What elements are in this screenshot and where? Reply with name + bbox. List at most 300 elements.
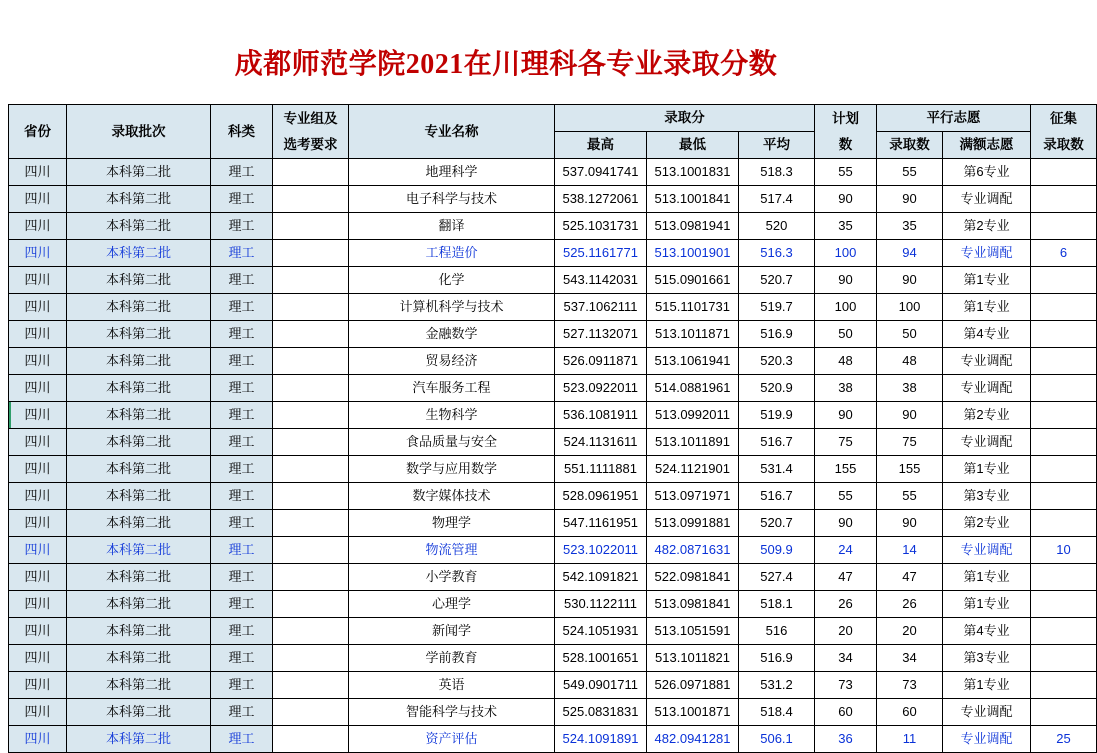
cell-subject: 理工 bbox=[211, 726, 273, 753]
cell-collect-count: 10 bbox=[1031, 537, 1097, 564]
cell-batch: 本科第二批 bbox=[67, 564, 211, 591]
cell-batch: 本科第二批 bbox=[67, 699, 211, 726]
cell-score-min: 513.0971971 bbox=[647, 483, 739, 510]
header-subject: 科类 bbox=[211, 105, 273, 159]
header-full-volunteer: 满额志愿 bbox=[943, 132, 1031, 159]
table-row bbox=[9, 294, 1097, 321]
cell-plan-count: 50 bbox=[815, 321, 877, 348]
table-row bbox=[9, 537, 1097, 564]
table-body bbox=[9, 159, 1097, 753]
cell-province: 四川 bbox=[9, 240, 67, 267]
cell-batch: 本科第二批 bbox=[67, 240, 211, 267]
cell-score-min: 524.1121901 bbox=[647, 456, 739, 483]
header-score-avg: 平均 bbox=[739, 132, 815, 159]
cell-subject: 理工 bbox=[211, 429, 273, 456]
cell-subject: 理工 bbox=[211, 402, 273, 429]
cell-admitted-count: 55 bbox=[877, 483, 943, 510]
table-row bbox=[9, 348, 1097, 375]
cell-admitted-count: 38 bbox=[877, 375, 943, 402]
cell-score-avg: 518.3 bbox=[739, 159, 815, 186]
cell-score-max: 525.1161771 bbox=[555, 240, 647, 267]
cell-province: 四川 bbox=[9, 429, 67, 456]
cell-plan-count: 75 bbox=[815, 429, 877, 456]
cell-score-max: 551.1111881 bbox=[555, 456, 647, 483]
cell-major-group bbox=[273, 537, 349, 564]
cell-major-group bbox=[273, 699, 349, 726]
cell-batch: 本科第二批 bbox=[67, 213, 211, 240]
cell-major-group bbox=[273, 186, 349, 213]
cell-score-min: 513.1051591 bbox=[647, 618, 739, 645]
cell-admitted-count: 34 bbox=[877, 645, 943, 672]
cell-collect-count bbox=[1031, 483, 1097, 510]
cell-score-max: 524.1091891 bbox=[555, 726, 647, 753]
cell-subject: 理工 bbox=[211, 321, 273, 348]
table-row bbox=[9, 672, 1097, 699]
cell-plan-count: 47 bbox=[815, 564, 877, 591]
cell-major-name: 学前教育 bbox=[349, 645, 555, 672]
cell-score-avg: 516 bbox=[739, 618, 815, 645]
cell-subject: 理工 bbox=[211, 294, 273, 321]
cell-province: 四川 bbox=[9, 483, 67, 510]
cell-province: 四川 bbox=[9, 321, 67, 348]
cell-plan-count: 100 bbox=[815, 294, 877, 321]
cell-admitted-count: 73 bbox=[877, 672, 943, 699]
cell-subject: 理工 bbox=[211, 186, 273, 213]
cell-major-group bbox=[273, 429, 349, 456]
cell-score-avg: 509.9 bbox=[739, 537, 815, 564]
cell-subject: 理工 bbox=[211, 483, 273, 510]
cell-score-max: 530.1122111 bbox=[555, 591, 647, 618]
admission-scores-table bbox=[8, 104, 1097, 753]
cell-score-avg: 517.4 bbox=[739, 186, 815, 213]
cell-score-avg: 519.7 bbox=[739, 294, 815, 321]
cell-plan-count: 20 bbox=[815, 618, 877, 645]
cell-score-avg: 516.7 bbox=[739, 429, 815, 456]
cell-plan-count: 55 bbox=[815, 159, 877, 186]
cell-collect-count: 6 bbox=[1031, 240, 1097, 267]
cell-score-min: 515.1101731 bbox=[647, 294, 739, 321]
cell-major-group bbox=[273, 294, 349, 321]
cell-subject: 理工 bbox=[211, 159, 273, 186]
table-row bbox=[9, 645, 1097, 672]
cell-major-group bbox=[273, 726, 349, 753]
cell-plan-count: 34 bbox=[815, 645, 877, 672]
cell-province: 四川 bbox=[9, 564, 67, 591]
cell-plan-count: 36 bbox=[815, 726, 877, 753]
cell-score-min: 514.0881961 bbox=[647, 375, 739, 402]
cell-score-min: 513.0992011 bbox=[647, 402, 739, 429]
cell-score-max: 524.1051931 bbox=[555, 618, 647, 645]
cell-admitted-count: 94 bbox=[877, 240, 943, 267]
cell-full-volunteer: 第1专业 bbox=[943, 672, 1031, 699]
cell-full-volunteer: 第1专业 bbox=[943, 564, 1031, 591]
cell-collect-count bbox=[1031, 591, 1097, 618]
cell-score-min: 515.0901661 bbox=[647, 267, 739, 294]
cell-major-name: 电子科学与技术 bbox=[349, 186, 555, 213]
cell-major-group bbox=[273, 213, 349, 240]
cell-collect-count bbox=[1031, 321, 1097, 348]
cell-collect-count: 25 bbox=[1031, 726, 1097, 753]
header-batch: 录取批次 bbox=[67, 105, 211, 159]
header-score-max: 最高 bbox=[555, 132, 647, 159]
cell-province: 四川 bbox=[9, 618, 67, 645]
cell-province: 四川 bbox=[9, 456, 67, 483]
cell-score-min: 513.1001901 bbox=[647, 240, 739, 267]
cell-subject: 理工 bbox=[211, 348, 273, 375]
cell-score-min: 513.1061941 bbox=[647, 348, 739, 375]
cell-admitted-count: 75 bbox=[877, 429, 943, 456]
cell-score-max: 538.1272061 bbox=[555, 186, 647, 213]
cell-score-avg: 531.2 bbox=[739, 672, 815, 699]
cell-admitted-count: 90 bbox=[877, 186, 943, 213]
cell-score-avg: 506.1 bbox=[739, 726, 815, 753]
cell-major-group bbox=[273, 159, 349, 186]
cell-major-name: 心理学 bbox=[349, 591, 555, 618]
cell-major-name: 翻译 bbox=[349, 213, 555, 240]
cell-collect-count bbox=[1031, 672, 1097, 699]
cell-collect-count bbox=[1031, 564, 1097, 591]
cell-admitted-count: 20 bbox=[877, 618, 943, 645]
table-row bbox=[9, 321, 1097, 348]
cell-batch: 本科第二批 bbox=[67, 726, 211, 753]
table-row bbox=[9, 483, 1097, 510]
table-row bbox=[9, 456, 1097, 483]
table-row bbox=[9, 402, 1097, 429]
cell-full-volunteer: 第2专业 bbox=[943, 213, 1031, 240]
cell-admitted-count: 90 bbox=[877, 402, 943, 429]
cell-plan-count: 48 bbox=[815, 348, 877, 375]
cell-plan-count: 60 bbox=[815, 699, 877, 726]
table-row bbox=[9, 618, 1097, 645]
cell-province: 四川 bbox=[9, 348, 67, 375]
header-major-group bbox=[273, 105, 349, 159]
cell-full-volunteer: 专业调配 bbox=[943, 429, 1031, 456]
cell-plan-count: 90 bbox=[815, 186, 877, 213]
cell-admitted-count: 48 bbox=[877, 348, 943, 375]
header-plan-count bbox=[815, 105, 877, 159]
cell-major-group bbox=[273, 267, 349, 294]
cell-score-min: 522.0981841 bbox=[647, 564, 739, 591]
cell-full-volunteer: 专业调配 bbox=[943, 537, 1031, 564]
cell-plan-count: 90 bbox=[815, 267, 877, 294]
cell-subject: 理工 bbox=[211, 240, 273, 267]
cell-major-group bbox=[273, 510, 349, 537]
table-row bbox=[9, 591, 1097, 618]
cell-score-max: 528.1001651 bbox=[555, 645, 647, 672]
cell-major-name: 英语 bbox=[349, 672, 555, 699]
cell-subject: 理工 bbox=[211, 618, 273, 645]
cell-major-group bbox=[273, 375, 349, 402]
header-major-group-line1: 专业组及 bbox=[283, 110, 338, 126]
header-score-min: 最低 bbox=[647, 132, 739, 159]
cell-score-max: 525.1031731 bbox=[555, 213, 647, 240]
cell-province: 四川 bbox=[9, 510, 67, 537]
cell-score-avg: 527.4 bbox=[739, 564, 815, 591]
cell-collect-count bbox=[1031, 213, 1097, 240]
cell-subject: 理工 bbox=[211, 375, 273, 402]
table-row bbox=[9, 267, 1097, 294]
page-title: 成都师范学院2021在川理科各专业录取分数 bbox=[234, 49, 778, 80]
cell-full-volunteer: 第4专业 bbox=[943, 321, 1031, 348]
header-major-name: 专业名称 bbox=[349, 105, 555, 159]
cell-full-volunteer: 第6专业 bbox=[943, 159, 1031, 186]
cell-admitted-count: 26 bbox=[877, 591, 943, 618]
cell-province: 四川 bbox=[9, 267, 67, 294]
cell-major-name: 物流管理 bbox=[349, 537, 555, 564]
cell-batch: 本科第二批 bbox=[67, 294, 211, 321]
cell-score-min: 513.0981841 bbox=[647, 591, 739, 618]
table-row bbox=[9, 429, 1097, 456]
cell-score-min: 513.0981941 bbox=[647, 213, 739, 240]
cell-score-avg: 516.9 bbox=[739, 645, 815, 672]
cell-subject: 理工 bbox=[211, 672, 273, 699]
cell-major-group bbox=[273, 348, 349, 375]
cell-plan-count: 73 bbox=[815, 672, 877, 699]
cell-score-max: 523.1022011 bbox=[555, 537, 647, 564]
cell-batch: 本科第二批 bbox=[67, 591, 211, 618]
cell-score-avg: 520 bbox=[739, 213, 815, 240]
cell-score-min: 482.0941281 bbox=[647, 726, 739, 753]
cell-score-min: 513.1001871 bbox=[647, 699, 739, 726]
cell-major-group bbox=[273, 402, 349, 429]
cell-collect-count bbox=[1031, 456, 1097, 483]
cell-plan-count: 90 bbox=[815, 402, 877, 429]
header-collect-line2: 录取数 bbox=[1043, 136, 1084, 152]
cell-major-group bbox=[273, 618, 349, 645]
cell-major-group bbox=[273, 321, 349, 348]
cell-score-min: 482.0871631 bbox=[647, 537, 739, 564]
cell-collect-count bbox=[1031, 429, 1097, 456]
cell-collect-count bbox=[1031, 348, 1097, 375]
table-row bbox=[9, 240, 1097, 267]
cell-province: 四川 bbox=[9, 213, 67, 240]
cell-collect-count bbox=[1031, 375, 1097, 402]
cell-collect-count bbox=[1031, 699, 1097, 726]
cell-major-group bbox=[273, 483, 349, 510]
cell-major-group bbox=[273, 564, 349, 591]
cell-score-max: 547.1161951 bbox=[555, 510, 647, 537]
cell-score-avg: 519.9 bbox=[739, 402, 815, 429]
cell-major-name: 计算机科学与技术 bbox=[349, 294, 555, 321]
cell-admitted-count: 14 bbox=[877, 537, 943, 564]
cell-score-avg: 520.7 bbox=[739, 267, 815, 294]
header-collect bbox=[1031, 105, 1097, 159]
cell-full-volunteer: 专业调配 bbox=[943, 375, 1031, 402]
cell-plan-count: 35 bbox=[815, 213, 877, 240]
header-score-group: 录取分 bbox=[555, 105, 815, 132]
cell-major-name: 智能科学与技术 bbox=[349, 699, 555, 726]
table-row bbox=[9, 186, 1097, 213]
cell-collect-count bbox=[1031, 618, 1097, 645]
cell-score-max: 523.0922011 bbox=[555, 375, 647, 402]
cell-major-name: 地理科学 bbox=[349, 159, 555, 186]
cell-score-max: 536.1081911 bbox=[555, 402, 647, 429]
cell-full-volunteer: 第1专业 bbox=[943, 591, 1031, 618]
cell-score-max: 537.1062111 bbox=[555, 294, 647, 321]
cell-batch: 本科第二批 bbox=[67, 321, 211, 348]
cell-batch: 本科第二批 bbox=[67, 267, 211, 294]
cell-major-group bbox=[273, 645, 349, 672]
cell-batch: 本科第二批 bbox=[67, 618, 211, 645]
cell-score-max: 526.0911871 bbox=[555, 348, 647, 375]
cell-province: 四川 bbox=[9, 537, 67, 564]
cell-score-min: 513.1001841 bbox=[647, 186, 739, 213]
cell-admitted-count: 35 bbox=[877, 213, 943, 240]
cell-batch: 本科第二批 bbox=[67, 645, 211, 672]
cell-plan-count: 24 bbox=[815, 537, 877, 564]
cell-admitted-count: 90 bbox=[877, 510, 943, 537]
cell-major-name: 食品质量与安全 bbox=[349, 429, 555, 456]
cell-batch: 本科第二批 bbox=[67, 672, 211, 699]
table-row bbox=[9, 726, 1097, 753]
cell-major-name: 新闻学 bbox=[349, 618, 555, 645]
cell-score-min: 513.0991881 bbox=[647, 510, 739, 537]
cell-collect-count bbox=[1031, 402, 1097, 429]
cell-full-volunteer: 专业调配 bbox=[943, 699, 1031, 726]
cell-province: 四川 bbox=[9, 375, 67, 402]
cell-major-name: 化学 bbox=[349, 267, 555, 294]
cell-major-name: 汽车服务工程 bbox=[349, 375, 555, 402]
cell-full-volunteer: 第1专业 bbox=[943, 456, 1031, 483]
cell-batch: 本科第二批 bbox=[67, 429, 211, 456]
cell-batch: 本科第二批 bbox=[67, 375, 211, 402]
cell-score-avg: 516.3 bbox=[739, 240, 815, 267]
header-admitted-count: 录取数 bbox=[877, 132, 943, 159]
cell-batch: 本科第二批 bbox=[67, 402, 211, 429]
cell-score-avg: 520.7 bbox=[739, 510, 815, 537]
cell-subject: 理工 bbox=[211, 564, 273, 591]
cell-full-volunteer: 专业调配 bbox=[943, 348, 1031, 375]
cell-admitted-count: 60 bbox=[877, 699, 943, 726]
cell-admitted-count: 47 bbox=[877, 564, 943, 591]
cell-score-avg: 516.7 bbox=[739, 483, 815, 510]
cell-major-name: 数学与应用数学 bbox=[349, 456, 555, 483]
cell-plan-count: 38 bbox=[815, 375, 877, 402]
header-row-1 bbox=[9, 105, 1097, 132]
cell-major-group bbox=[273, 240, 349, 267]
cell-plan-count: 26 bbox=[815, 591, 877, 618]
cell-batch: 本科第二批 bbox=[67, 510, 211, 537]
cell-subject: 理工 bbox=[211, 456, 273, 483]
cell-major-group bbox=[273, 591, 349, 618]
cell-province: 四川 bbox=[9, 159, 67, 186]
cell-score-max: 528.0961951 bbox=[555, 483, 647, 510]
cell-score-avg: 520.3 bbox=[739, 348, 815, 375]
cell-major-name: 物理学 bbox=[349, 510, 555, 537]
title-area bbox=[0, 0, 1012, 104]
cell-major-group bbox=[273, 456, 349, 483]
cell-province: 四川 bbox=[9, 591, 67, 618]
cell-batch: 本科第二批 bbox=[67, 483, 211, 510]
cell-major-name: 小学教育 bbox=[349, 564, 555, 591]
cell-collect-count bbox=[1031, 294, 1097, 321]
cell-batch: 本科第二批 bbox=[67, 456, 211, 483]
cell-score-max: 524.1131611 bbox=[555, 429, 647, 456]
cell-score-max: 527.1132071 bbox=[555, 321, 647, 348]
cell-province: 四川 bbox=[9, 402, 67, 429]
cell-plan-count: 100 bbox=[815, 240, 877, 267]
cell-full-volunteer: 第4专业 bbox=[943, 618, 1031, 645]
cell-province: 四川 bbox=[9, 726, 67, 753]
cell-major-name: 工程造价 bbox=[349, 240, 555, 267]
header-collect-line1: 征集 bbox=[1050, 110, 1078, 126]
cell-admitted-count: 55 bbox=[877, 159, 943, 186]
cell-province: 四川 bbox=[9, 672, 67, 699]
header-parallel-volunteer: 平行志愿 bbox=[877, 105, 1031, 132]
cell-major-name: 生物科学 bbox=[349, 402, 555, 429]
cell-admitted-count: 155 bbox=[877, 456, 943, 483]
cell-province: 四川 bbox=[9, 699, 67, 726]
cell-score-max: 525.0831831 bbox=[555, 699, 647, 726]
cell-admitted-count: 100 bbox=[877, 294, 943, 321]
cell-plan-count: 90 bbox=[815, 510, 877, 537]
table-row bbox=[9, 213, 1097, 240]
cell-full-volunteer: 第3专业 bbox=[943, 645, 1031, 672]
cell-score-max: 542.1091821 bbox=[555, 564, 647, 591]
header-plan-line1: 计划 bbox=[832, 110, 860, 126]
cell-subject: 理工 bbox=[211, 591, 273, 618]
cell-subject: 理工 bbox=[211, 510, 273, 537]
cell-subject: 理工 bbox=[211, 537, 273, 564]
cell-batch: 本科第二批 bbox=[67, 186, 211, 213]
header-plan-line2: 数 bbox=[838, 136, 853, 152]
cell-major-name: 金融数学 bbox=[349, 321, 555, 348]
cell-full-volunteer: 第3专业 bbox=[943, 483, 1031, 510]
cell-score-max: 549.0901711 bbox=[555, 672, 647, 699]
cell-full-volunteer: 专业调配 bbox=[943, 240, 1031, 267]
table-header bbox=[9, 105, 1097, 159]
cell-full-volunteer: 第2专业 bbox=[943, 402, 1031, 429]
table-row bbox=[9, 375, 1097, 402]
cell-score-min: 513.1011871 bbox=[647, 321, 739, 348]
cell-score-avg: 531.4 bbox=[739, 456, 815, 483]
cell-batch: 本科第二批 bbox=[67, 537, 211, 564]
cell-subject: 理工 bbox=[211, 213, 273, 240]
cell-collect-count bbox=[1031, 645, 1097, 672]
table-row bbox=[9, 564, 1097, 591]
cell-score-min: 526.0971881 bbox=[647, 672, 739, 699]
cell-score-avg: 518.4 bbox=[739, 699, 815, 726]
cell-subject: 理工 bbox=[211, 267, 273, 294]
cell-subject: 理工 bbox=[211, 699, 273, 726]
cell-score-avg: 520.9 bbox=[739, 375, 815, 402]
cell-score-min: 513.1011891 bbox=[647, 429, 739, 456]
cell-score-avg: 516.9 bbox=[739, 321, 815, 348]
cell-full-volunteer: 第2专业 bbox=[943, 510, 1031, 537]
table-row bbox=[9, 159, 1097, 186]
cell-score-max: 543.1142031 bbox=[555, 267, 647, 294]
cell-batch: 本科第二批 bbox=[67, 348, 211, 375]
cell-admitted-count: 50 bbox=[877, 321, 943, 348]
header-province: 省份 bbox=[9, 105, 67, 159]
cell-collect-count bbox=[1031, 159, 1097, 186]
cell-batch: 本科第二批 bbox=[67, 159, 211, 186]
cell-plan-count: 55 bbox=[815, 483, 877, 510]
cell-full-volunteer: 专业调配 bbox=[943, 186, 1031, 213]
cell-major-name: 资产评估 bbox=[349, 726, 555, 753]
table-row bbox=[9, 510, 1097, 537]
cell-province: 四川 bbox=[9, 645, 67, 672]
cell-collect-count bbox=[1031, 510, 1097, 537]
cell-full-volunteer: 第1专业 bbox=[943, 294, 1031, 321]
cell-full-volunteer: 第1专业 bbox=[943, 267, 1031, 294]
cell-score-min: 513.1011821 bbox=[647, 645, 739, 672]
header-major-group-line2: 选考要求 bbox=[283, 136, 338, 152]
cell-admitted-count: 90 bbox=[877, 267, 943, 294]
cell-major-group bbox=[273, 672, 349, 699]
cell-full-volunteer: 专业调配 bbox=[943, 726, 1031, 753]
cell-score-min: 513.1001831 bbox=[647, 159, 739, 186]
